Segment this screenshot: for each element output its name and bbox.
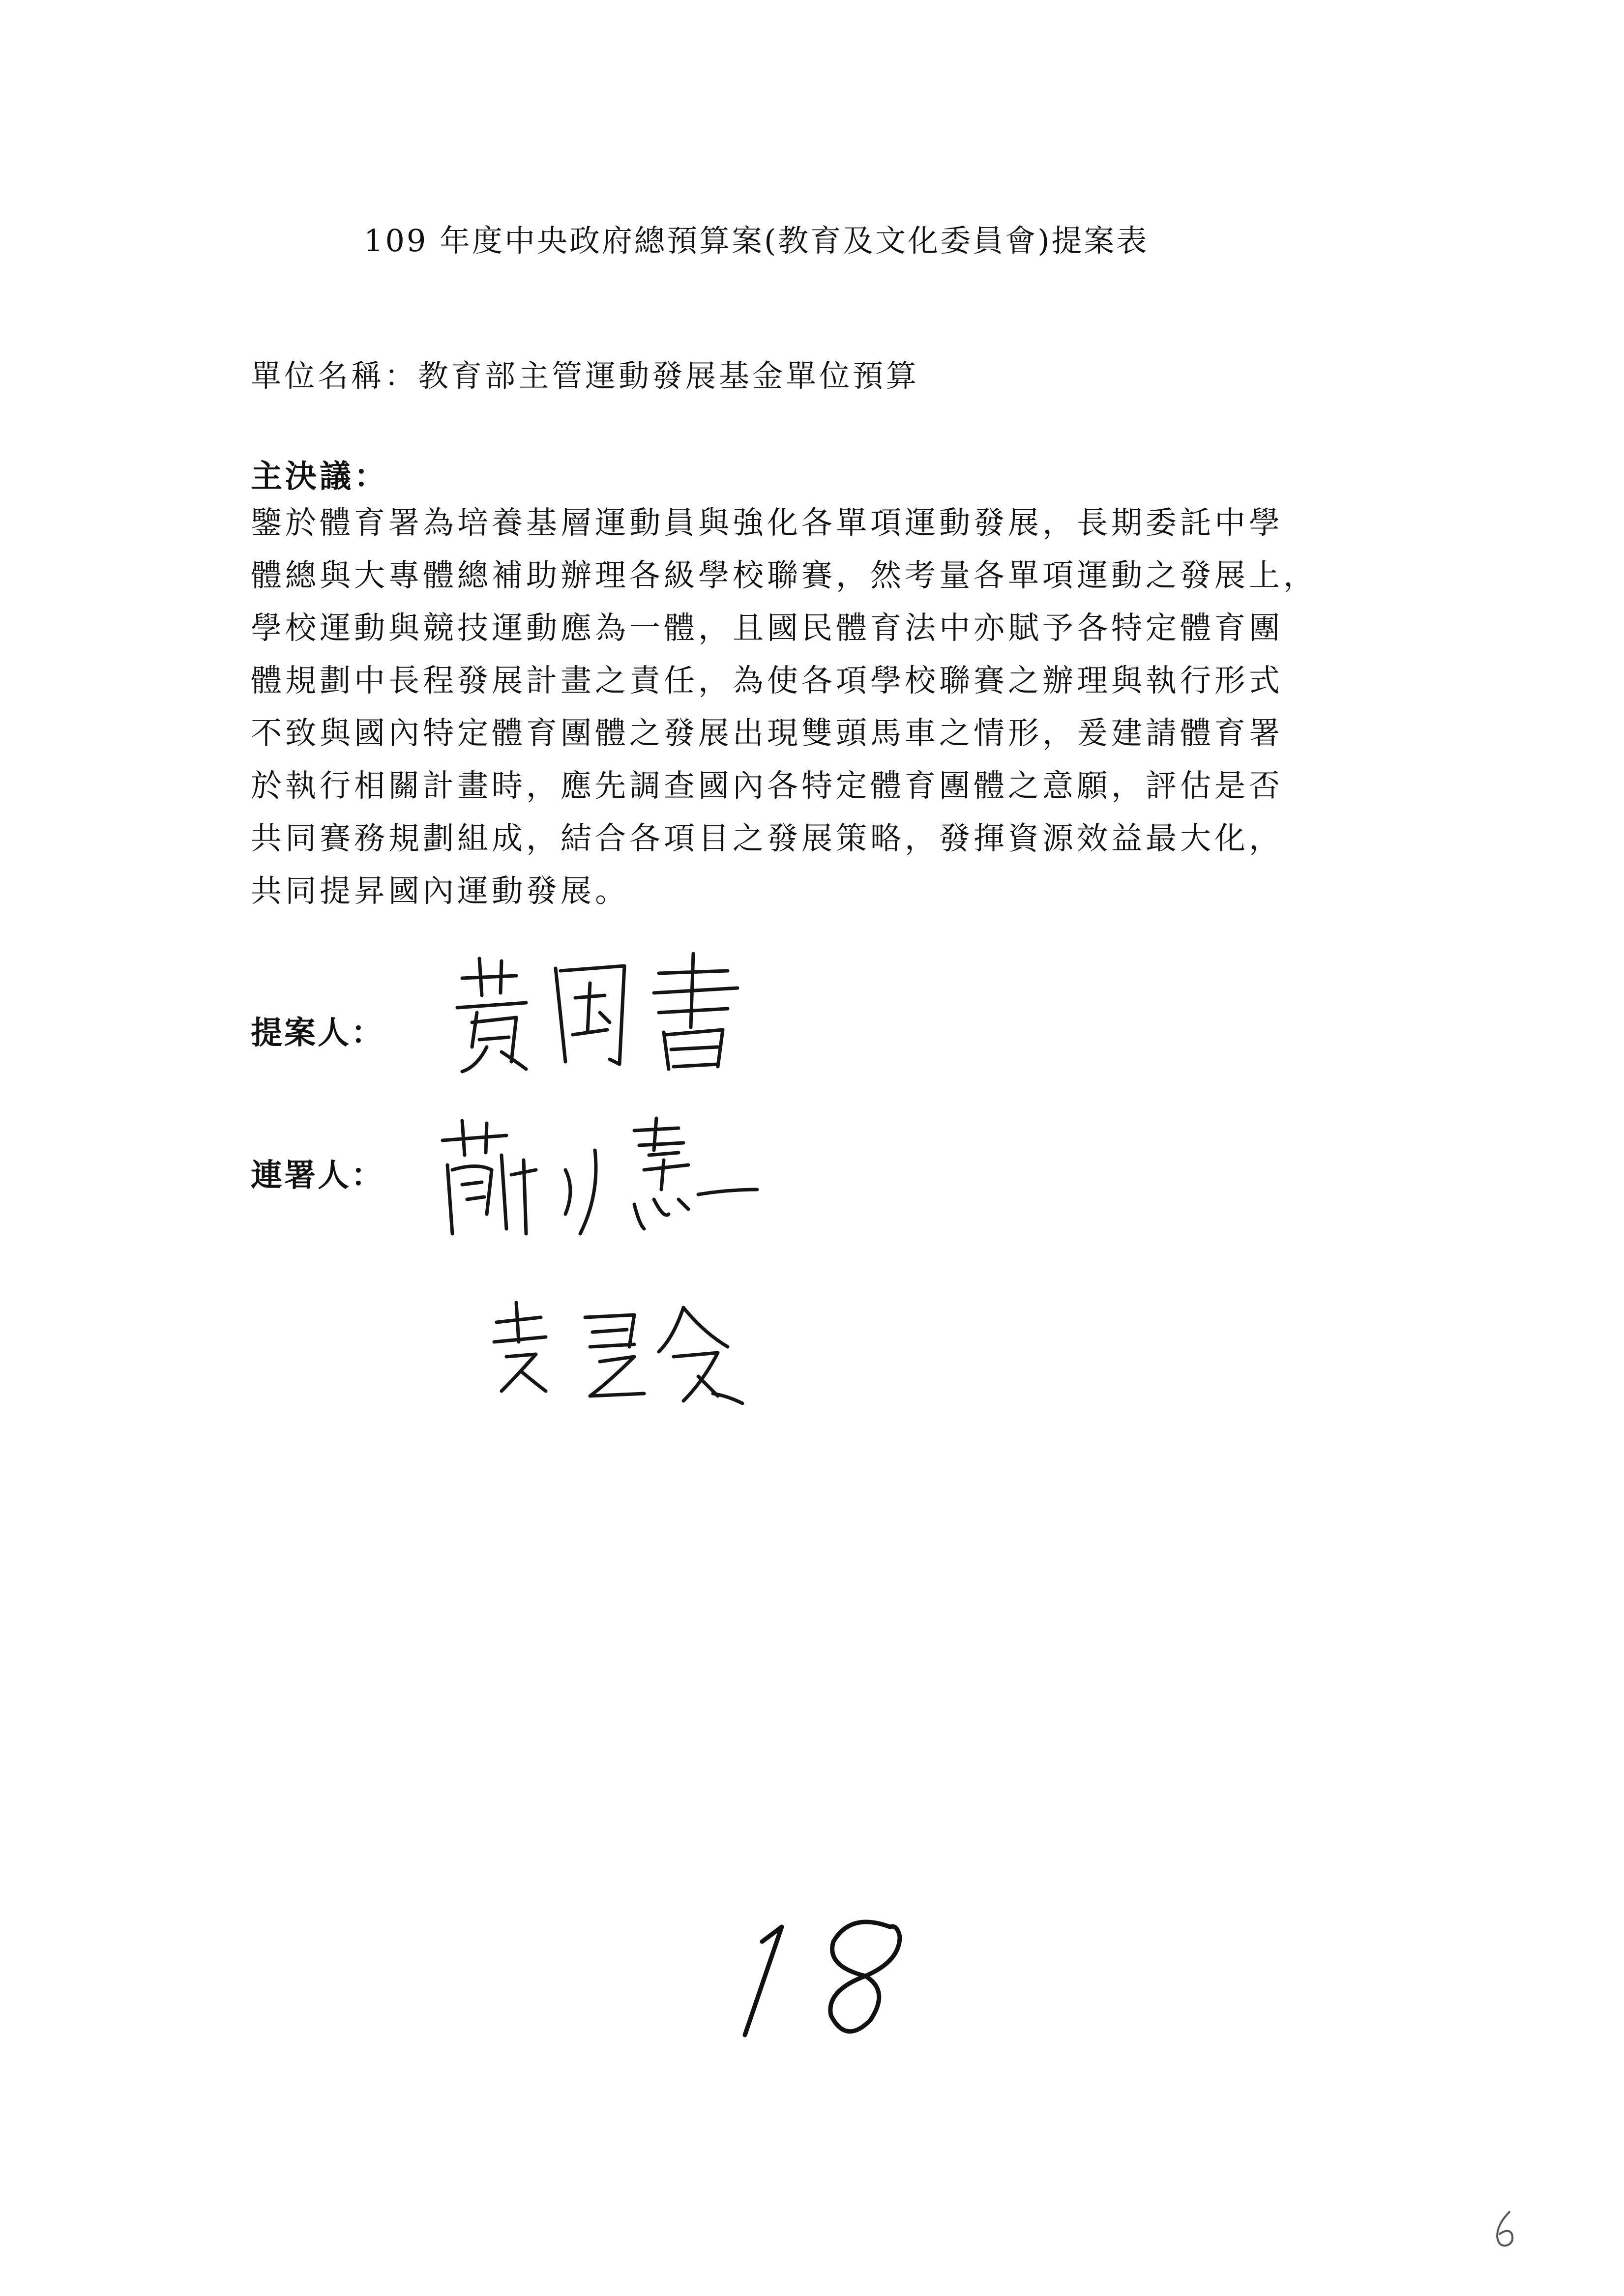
resolution-line: 於執行相關計畫時，應先調查國內各特定體育團體之意願，評估是否 bbox=[251, 768, 1283, 804]
resolution-line: 學校運動與競技運動應為一體，且國民體育法中亦賦予各特定體育團 bbox=[251, 610, 1283, 646]
unit-name: 單位名稱：教育部主管運動發展基金單位預算 bbox=[251, 358, 920, 394]
resolution-line: 共同賽務規劃組成，結合各項目之發展策略，發揮資源效益最大化， bbox=[251, 820, 1283, 856]
cosigner-signature bbox=[433, 1116, 767, 1244]
cosigner-label: 連署人： bbox=[251, 1157, 384, 1194]
corner-mark bbox=[1490, 2207, 1519, 2251]
resolution-line: 共同提昇國內運動發展。 bbox=[251, 873, 629, 909]
cosigner-signature bbox=[487, 1298, 752, 1411]
proposer-label: 提案人： bbox=[251, 1015, 384, 1051]
proposer-signature bbox=[443, 949, 747, 1076]
resolution-line: 鑒於體育署為培養基層運動員與強化各單項運動發展，長期委託中學 bbox=[251, 505, 1283, 541]
resolution-line: 體規劃中長程發展計畫之責任，為使各項學校聯賽之辦理與執行形式 bbox=[251, 663, 1283, 698]
document-title: 109 年度中央政府總預算案(教育及文化委員會)提案表 bbox=[364, 223, 1149, 259]
handwritten-page-number bbox=[728, 1907, 934, 2055]
resolution-body bbox=[251, 496, 1431, 917]
resolution-heading: 主決議： bbox=[251, 458, 388, 495]
resolution-line: 體總與大專體總補助辦理各級學校聯賽，然考量各單項運動之發展上， bbox=[251, 557, 1318, 593]
resolution-line: 不致與國內特定體育團體之發展出現雙頭馬車之情形，爰建請體育署 bbox=[251, 715, 1283, 751]
